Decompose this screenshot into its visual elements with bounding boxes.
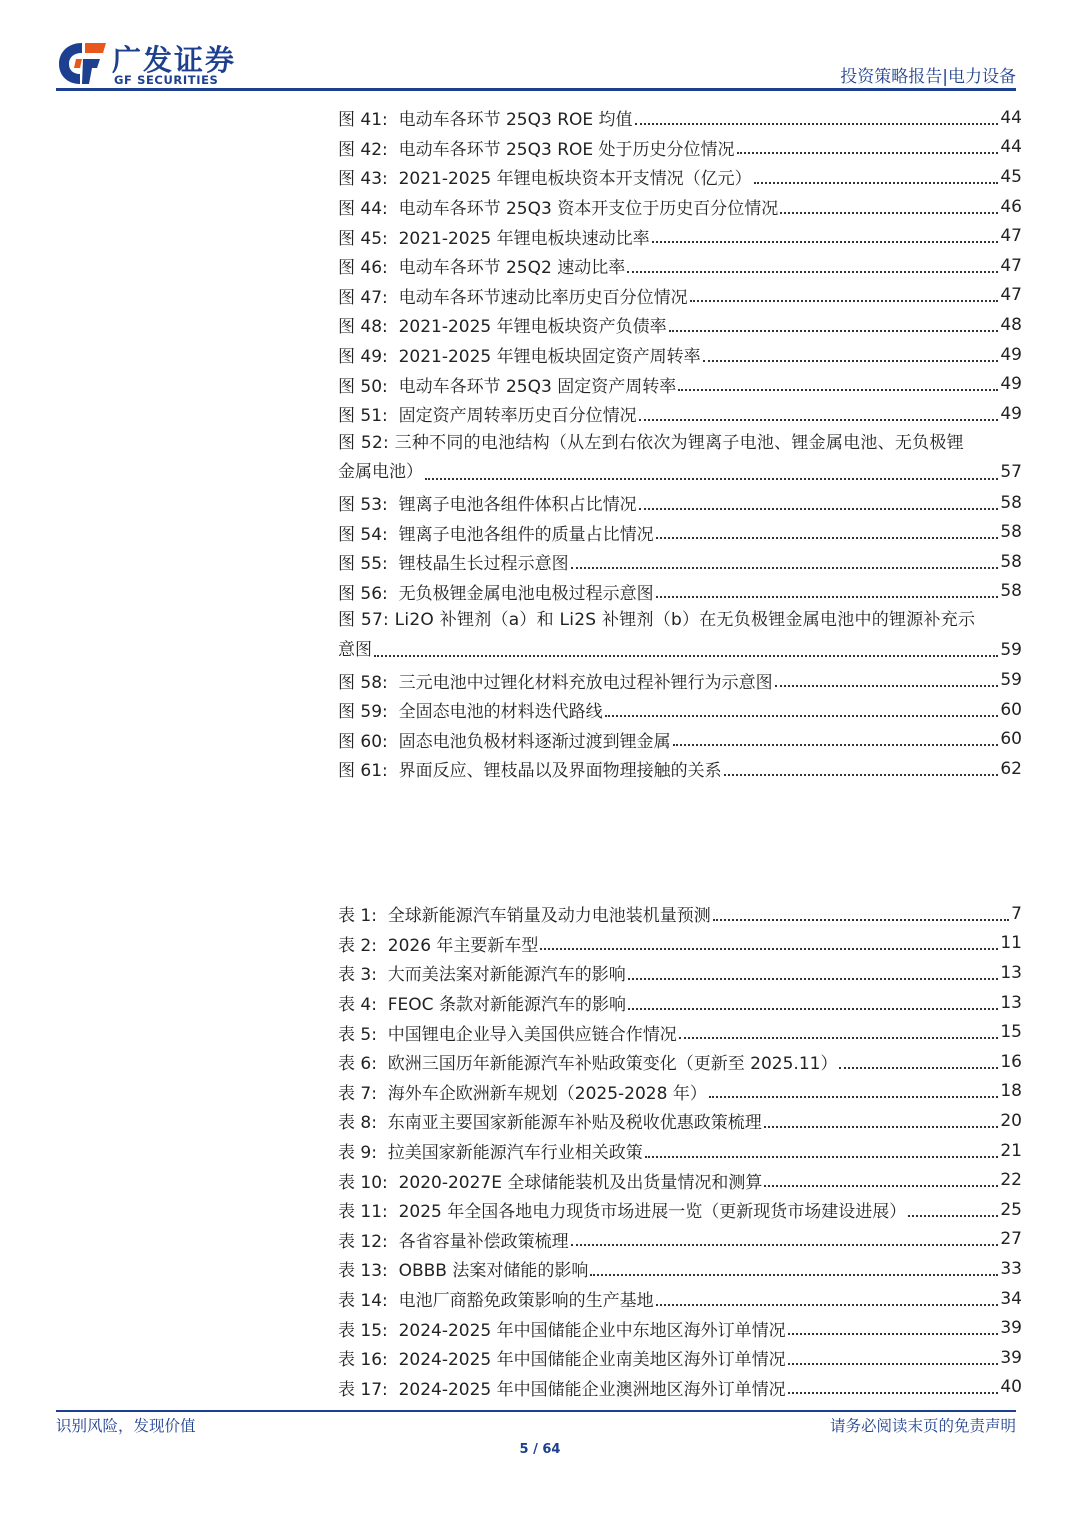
toc-entry-figure-57[interactable]: 图 57: Li2O 补锂剂（a）和 Li2S 补锂剂（b）在无负极锂金属电池中的锂源补充示 意图 59 — [338, 610, 1022, 660]
header-divider — [56, 88, 1016, 91]
page-number: 5 / 64 — [519, 1442, 561, 1457]
toc-entry-table-5[interactable]: 表 5: 中国锂电企业导入美国供应链合作情况 15 — [338, 1022, 1022, 1045]
report-type: 投资策略报告|电力设备 — [840, 67, 1016, 87]
toc-entry-figure-53[interactable]: 图 53: 锂离子电池各组件体积占比情况 58 — [338, 492, 1022, 516]
toc-entry-figure-49[interactable]: 图 49: 2021-2025 年锂电板块固定资产周转率 49 — [338, 344, 1022, 368]
toc-entry-table-7[interactable]: 表 7: 海外车企欧洲新车规划（2025-2028 年） 18 — [338, 1081, 1022, 1104]
toc-entry-figure-44[interactable]: 图 44: 电动车各环节 25Q3 资本开支位于历史百分位情况 46 — [338, 196, 1022, 220]
toc-entry-table-3[interactable]: 表 3: 大而美法案对新能源汽车的影响 13 — [338, 962, 1022, 986]
toc-entry-table-15[interactable]: 表 15: 2024-2025 年中国储能企业中东地区海外订单情况 39 — [338, 1318, 1022, 1341]
toc-entry-figure-52[interactable]: 图 52: 三种不同的电池结构（从左到右依次为锂离子电池、锂金属电池、无负极锂 金属电池） 57 — [338, 432, 1022, 483]
toc-entry-figure-45[interactable]: 图 45: 2021-2025 年锂电板块速动比率 47 — [338, 226, 1022, 249]
toc-entry-figure-60[interactable]: 图 60: 固态电池负极材料逐渐过渡到锂金属 60 — [338, 729, 1022, 752]
footer-disclaimer-note: 请务必阅读末页的免责声明 — [829, 1417, 1016, 1435]
toc-entry-figure-51[interactable]: 图 51: 固定资产周转率历史百分位情况 49 — [338, 403, 1022, 427]
toc-entry-table-13[interactable]: 表 13: OBBB 法案对储能的影响 33 — [338, 1258, 1022, 1282]
footer-divider — [56, 1410, 1016, 1412]
toc-entry-figure-48[interactable]: 图 48: 2021-2025 年锂电板块资产负债率 48 — [338, 314, 1022, 338]
toc-entry-figure-50[interactable]: 图 50: 电动车各环节 25Q3 固定资产周转率 49 — [338, 374, 1022, 397]
toc-entry-table-9[interactable]: 表 9: 拉美国家新能源汽车行业相关政策 21 — [338, 1140, 1022, 1164]
toc-entry-table-11[interactable]: 表 11: 2025 年全国各地电力现货市场进展一览（更新现货市场建设进展） 25 — [338, 1199, 1022, 1223]
toc-entry-figure-58[interactable]: 图 58: 三元电池中过锂化材料充放电过程补锂行为示意图 59 — [338, 670, 1022, 693]
toc-entry-table-17[interactable]: 表 17: 2024-2025 年中国储能企业澳洲地区海外订单情况 40 — [338, 1377, 1022, 1400]
toc-entry-table-14[interactable]: 表 14: 电池厂商豁免政策影响的生产基地 34 — [338, 1288, 1022, 1312]
toc-entry-table-16[interactable]: 表 16: 2024-2025 年中国储能企业南美地区海外订单情况 39 — [338, 1347, 1022, 1371]
toc-entry-figure-54[interactable]: 图 54: 锂离子电池各组件的质量占比情况 58 — [338, 522, 1022, 545]
toc-entry-figure-59[interactable]: 图 59: 全固态电池的材料迭代路线 60 — [338, 699, 1022, 723]
brand-name-cn: 广发证券 — [112, 43, 237, 77]
toc-entry-figure-61[interactable]: 图 61: 界面反应、锂枝晶以及界面物理接触的关系 62 — [338, 758, 1022, 782]
toc-entry-table-4[interactable]: 表 4: FEOC 条款对新能源汽车的影响 13 — [338, 992, 1022, 1016]
footer-slogan: 识别风险，发现价值 — [56, 1417, 196, 1435]
toc-entry-table-6[interactable]: 表 6: 欧洲三国历年新能源汽车补贴政策变化（更新至 2025.11） 16 — [338, 1051, 1022, 1075]
toc-entry-figure-43[interactable]: 图 43: 2021-2025 年锂电板块资本开支情况（亿元） 45 — [338, 166, 1022, 190]
gf-logo-icon — [56, 40, 108, 86]
toc-entry-figure-46[interactable]: 图 46: 电动车各环节 25Q2 速动比率 47 — [338, 255, 1022, 279]
toc-entry-figure-56[interactable]: 图 56: 无负极锂金属电池电极过程示意图 58 — [338, 581, 1022, 604]
page-footer — [0, 1400, 1080, 1527]
page-header — [0, 0, 1080, 92]
toc-entry-figure-42[interactable]: 图 42: 电动车各环节 25Q3 ROE 处于历史分位情况 44 — [338, 137, 1022, 160]
toc-entry-table-12[interactable]: 表 12: 各省容量补偿政策梳理 27 — [338, 1229, 1022, 1252]
toc-entry-figure-41[interactable]: 图 41: 电动车各环节 25Q3 ROE 均值 44 — [338, 107, 1022, 131]
table-index — [338, 899, 1022, 1402]
toc-entry-figure-47[interactable]: 图 47: 电动车各环节速动比率历史百分位情况 47 — [338, 285, 1022, 308]
toc-entry-table-8[interactable]: 表 8: 东南亚主要国家新能源车补贴及税收优惠政策梳理 20 — [338, 1110, 1022, 1134]
toc-entry-table-2[interactable]: 表 2: 2026 年主要新车型 11 — [338, 933, 1022, 956]
brand-name-en: GF SECURITIES — [114, 73, 219, 87]
toc-entry-figure-55[interactable]: 图 55: 锂枝晶生长过程示意图 58 — [338, 551, 1022, 575]
figure-index — [338, 103, 1022, 784]
toc-entry-table-1[interactable]: 表 1: 全球新能源汽车销量及动力电池装机量预测 7 — [338, 903, 1022, 927]
toc-entry-table-10[interactable]: 表 10: 2020-2027E 全球储能装机及出货量情况和测算 22 — [338, 1170, 1022, 1193]
